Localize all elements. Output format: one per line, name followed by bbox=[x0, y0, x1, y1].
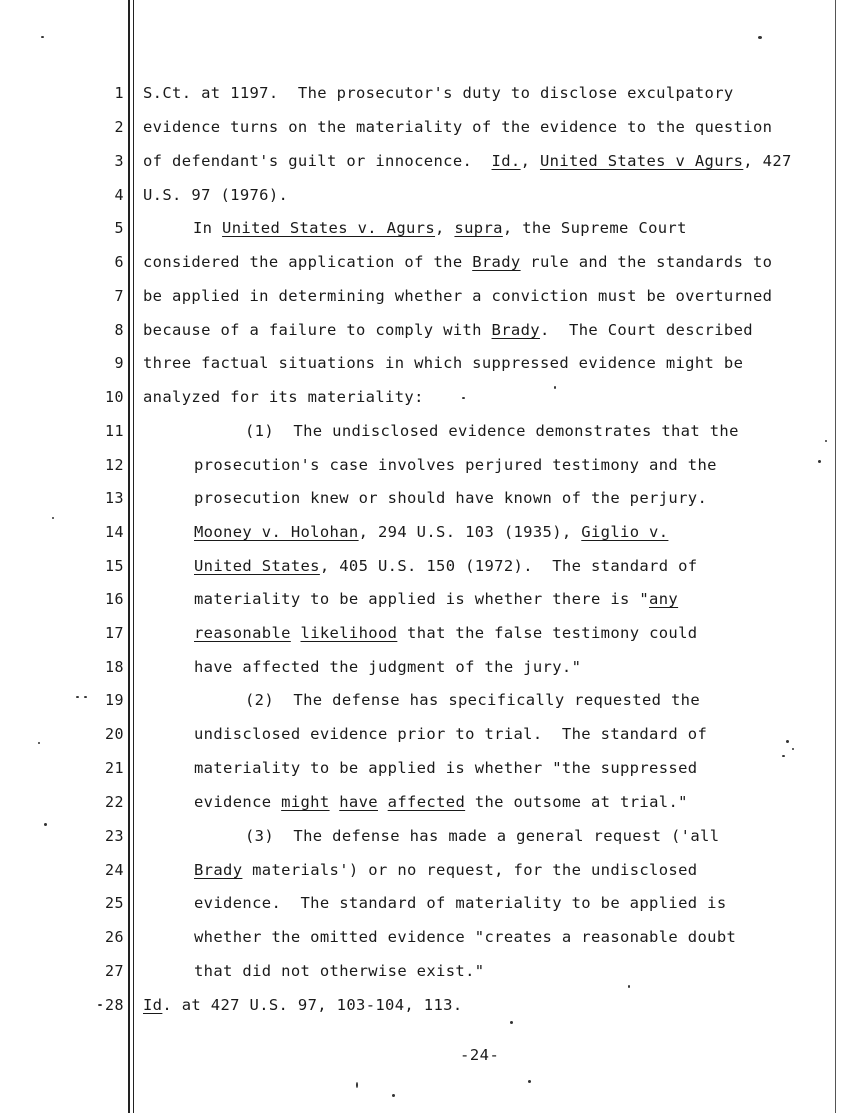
case-citation: Brady bbox=[194, 861, 243, 879]
text-line: materiality to be applied is whether there is "any bbox=[194, 590, 679, 608]
line-number: 6 bbox=[114, 253, 124, 271]
scan-speck bbox=[84, 696, 87, 698]
line-number: 7 bbox=[114, 287, 124, 305]
line-number: 1 bbox=[114, 84, 124, 102]
text-line: undisclosed evidence prior to trial. The standard of bbox=[194, 725, 708, 743]
scan-speck bbox=[528, 1080, 531, 1083]
scan-speck bbox=[98, 1004, 102, 1006]
scan-speck bbox=[44, 823, 47, 826]
emphasis-underline: might bbox=[281, 793, 330, 811]
text-line: S.Ct. at 1197. The prosecutor's duty to disclose exculpatory bbox=[143, 84, 734, 102]
case-citation: Brady bbox=[472, 253, 521, 271]
right-margin-rule bbox=[835, 0, 836, 1113]
text-line: analyzed for its materiality: bbox=[143, 388, 424, 406]
line-number: 12 bbox=[104, 456, 124, 474]
text-line: because of a failure to comply with Brady. The Court described bbox=[143, 321, 753, 339]
line-number: 5 bbox=[114, 219, 124, 237]
text-line: considered the application of the Brady rule and the standards to bbox=[143, 253, 773, 271]
text-line: prosecution's case involves perjured testimony and the bbox=[194, 456, 717, 474]
text-line: (2) The defense has specifically requested the bbox=[245, 691, 701, 709]
line-number: 17 bbox=[104, 624, 124, 642]
line-number: 3 bbox=[114, 152, 124, 170]
case-citation: Mooney v. Holohan bbox=[194, 523, 359, 541]
left-margin-rule-inner bbox=[133, 0, 134, 1113]
text-line: Brady materials') or no request, for the undisclosed bbox=[194, 861, 698, 879]
text-line: prosecution knew or should have known of the perjury. bbox=[194, 489, 708, 507]
scan-speck bbox=[554, 386, 556, 389]
case-citation: Id. bbox=[491, 152, 521, 170]
line-number: 16 bbox=[104, 590, 124, 608]
text-line: evidence might have affected the outsome at trial." bbox=[194, 793, 688, 811]
line-number: 18 bbox=[104, 658, 124, 676]
text-line: evidence turns on the materiality of the evidence to the question bbox=[143, 118, 773, 136]
text-line: Id. at 427 U.S. 97, 103-104, 113. bbox=[143, 996, 463, 1014]
case-citation: Brady bbox=[491, 321, 540, 339]
line-number: 20 bbox=[104, 725, 124, 743]
text-line: whether the omitted evidence "creates a reasonable doubt bbox=[194, 928, 737, 946]
scan-speck bbox=[462, 397, 465, 399]
line-number: 13 bbox=[104, 489, 124, 507]
scan-speck bbox=[786, 740, 789, 743]
emphasis-underline: any bbox=[649, 590, 679, 608]
emphasis-underline: likelihood bbox=[300, 624, 398, 642]
line-number: 21 bbox=[104, 759, 124, 777]
scan-speck bbox=[792, 748, 794, 750]
line-number: 9 bbox=[114, 354, 124, 372]
case-citation: United States v. Agurs bbox=[222, 219, 436, 237]
text-line: U.S. 97 (1976). bbox=[143, 186, 289, 204]
text-line: Mooney v. Holohan, 294 U.S. 103 (1935), Giglio v. bbox=[194, 523, 669, 541]
text-line: evidence. The standard of materiality to be applied is bbox=[194, 894, 727, 912]
line-number: 8 bbox=[114, 321, 124, 339]
text-line: In United States v. Agurs, supra, the Supreme Court bbox=[193, 219, 687, 237]
line-number: 24 bbox=[104, 861, 124, 879]
scan-speck bbox=[510, 1021, 513, 1024]
text-line: reasonable likelihood that the false testimony could bbox=[194, 624, 698, 642]
emphasis-underline: affected bbox=[387, 793, 466, 811]
case-citation: supra bbox=[454, 219, 503, 237]
scan-speck bbox=[41, 36, 44, 38]
scan-speck bbox=[76, 696, 79, 698]
line-number: 23 bbox=[104, 827, 124, 845]
case-citation: United States bbox=[194, 557, 320, 575]
scan-speck bbox=[628, 985, 630, 988]
text-line: materiality to be applied is whether "the suppressed bbox=[194, 759, 698, 777]
case-citation: Id bbox=[143, 996, 163, 1014]
page-number: -24- bbox=[460, 1046, 500, 1064]
scan-speck bbox=[825, 440, 827, 442]
scan-speck bbox=[38, 742, 40, 744]
line-number: 26 bbox=[104, 928, 124, 946]
line-number: 4 bbox=[114, 186, 124, 204]
emphasis-underline: have bbox=[339, 793, 378, 811]
scan-speck bbox=[356, 1082, 358, 1088]
case-citation: Giglio v. bbox=[581, 523, 669, 541]
emphasis-underline: reasonable bbox=[194, 624, 291, 642]
scan-speck bbox=[758, 36, 762, 39]
line-number: 10 bbox=[104, 388, 124, 406]
text-line: (1) The undisclosed evidence demonstrates that the bbox=[245, 422, 739, 440]
scan-speck bbox=[52, 517, 54, 519]
line-number: 14 bbox=[104, 523, 124, 541]
text-line: that did not otherwise exist." bbox=[194, 962, 485, 980]
scan-speck bbox=[818, 460, 821, 463]
case-citation: United States v Agurs bbox=[539, 152, 744, 170]
scan-speck bbox=[392, 1094, 395, 1097]
line-number: 19 bbox=[104, 691, 124, 709]
line-number: 27 bbox=[104, 962, 124, 980]
line-number: 15 bbox=[104, 557, 124, 575]
line-number: 28 bbox=[104, 996, 124, 1014]
text-line: (3) The defense has made a general request ('all bbox=[245, 827, 720, 845]
scan-speck bbox=[782, 755, 785, 757]
line-number: 25 bbox=[104, 894, 124, 912]
text-line: of defendant's guilt or innocence. Id., United States v Agurs, 427 bbox=[143, 152, 792, 170]
text-line: be applied in determining whether a conviction must be overturned bbox=[143, 287, 773, 305]
text-line: three factual situations in which suppressed evidence might be bbox=[143, 354, 744, 372]
line-number: 22 bbox=[104, 793, 124, 811]
line-number: 11 bbox=[104, 422, 124, 440]
left-margin-rule bbox=[128, 0, 130, 1113]
text-line: have affected the judgment of the jury." bbox=[194, 658, 582, 676]
line-number: 2 bbox=[114, 118, 124, 136]
text-line: United States, 405 U.S. 150 (1972). The standard of bbox=[194, 557, 698, 575]
